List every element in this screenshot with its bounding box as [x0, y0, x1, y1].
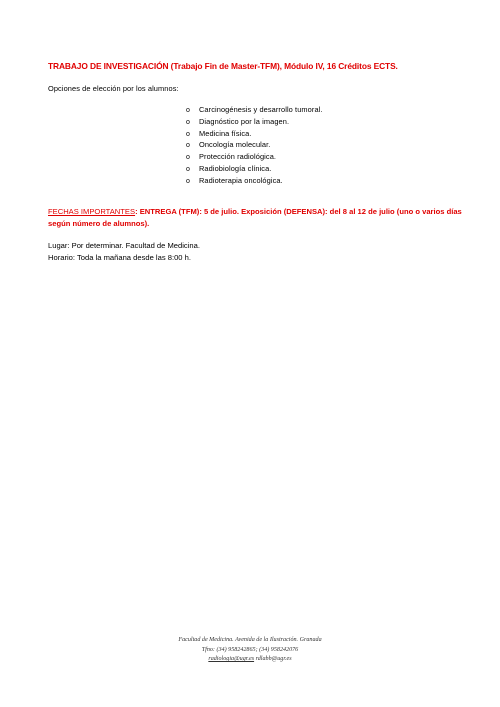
footer-email-link[interactable]: radiologia@ugr.es	[208, 656, 255, 662]
footer-line-address: Facultad de Medicina. Avenida de la Ilustración. Granada	[178, 637, 322, 643]
option-label: Radioterapia oncológica.	[199, 175, 283, 185]
footer-line-emails	[0, 656, 500, 662]
option-label: Carcinogénesis y desarrollo tumoral.	[199, 105, 323, 114]
intro-text: Opciones de elección por los alumnos:	[48, 84, 179, 93]
schedule-text: Horario: Toda la mañana desde las 8:00 h.	[48, 252, 191, 262]
bullet-icon: o	[186, 142, 190, 150]
bullet-icon: o	[186, 107, 190, 114]
important-dates	[48, 206, 468, 229]
important-dates-label: FECHAS IMPORTANTES	[48, 207, 136, 216]
list-item	[186, 139, 323, 151]
bullet-icon: o	[186, 177, 190, 185]
option-label: Protección radiológica.	[199, 152, 277, 162]
list-item	[186, 128, 323, 140]
location-text: Lugar: Por determinar. Facultad de Medicina.	[48, 241, 200, 250]
important-dates-text: : ENTREGA (TFM): 5 de julio. Exposición (DEFENSA): del 8 al 12 de julio (uno o varios días según número de alumnos).	[48, 207, 462, 228]
bullet-icon: o	[186, 118, 190, 126]
option-label: Diagnóstico por la imagen.	[199, 116, 290, 126]
footer-email-text: rdlabb@ugr.es	[255, 656, 292, 662]
option-label: Medicina física.	[199, 128, 252, 138]
document-title: TRABAJO DE INVESTIGACIÓN (Trabajo Fin de Master-TFM), Módulo IV, 16 Créditos ECTS.	[48, 61, 398, 71]
footer-line-phone: Tfno: (34) 958242865; (34) 958242076	[201, 647, 299, 653]
list-item	[186, 151, 323, 163]
option-label: Oncología molecular.	[199, 140, 271, 150]
options-list	[186, 104, 323, 187]
location-block	[48, 240, 200, 263]
bullet-icon: o	[186, 130, 190, 138]
list-item	[186, 104, 323, 116]
bullet-icon: o	[186, 154, 190, 162]
list-item	[186, 175, 323, 187]
list-item	[186, 116, 323, 128]
option-label: Radiobiología clínica.	[199, 163, 272, 173]
list-item	[186, 163, 323, 175]
bullet-icon: o	[186, 165, 190, 173]
